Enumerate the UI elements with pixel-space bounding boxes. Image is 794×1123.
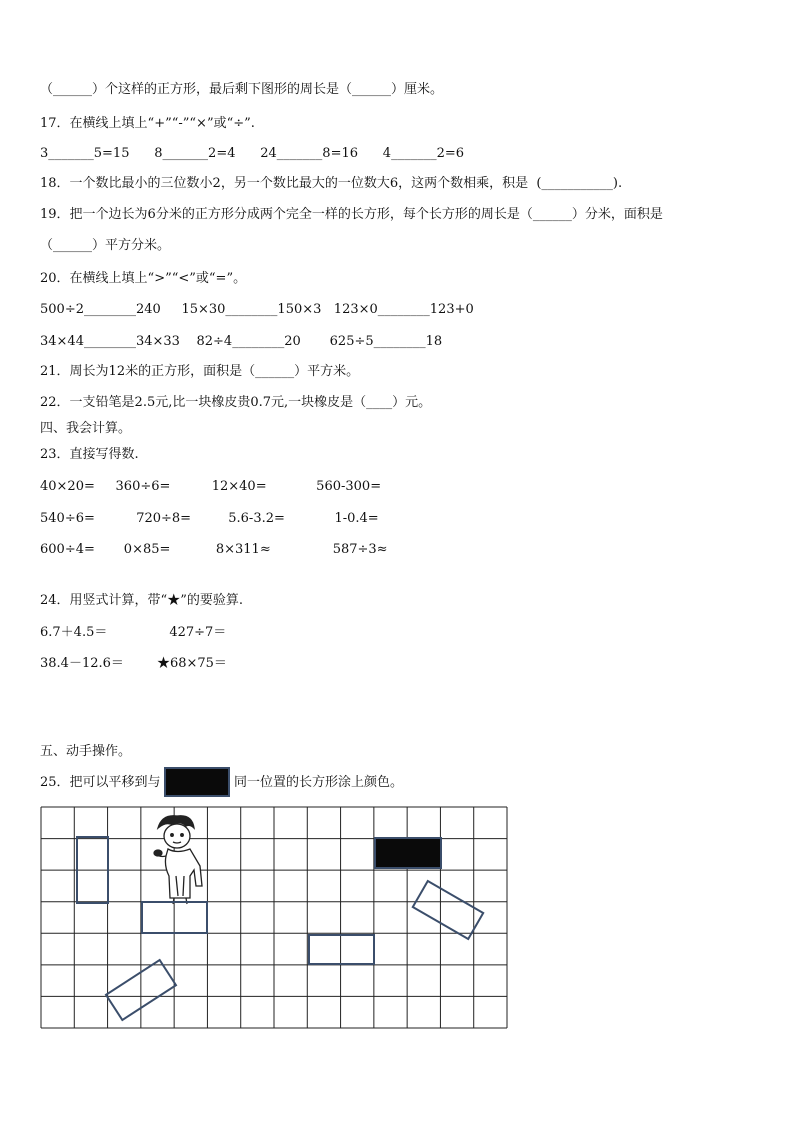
question-24-row1: 6.7＋4.5＝ 427÷7＝ (40, 625, 227, 640)
question-19-line2: （______）平方分米。 (40, 238, 171, 253)
question-20-title: 20．在横线上填上“>”“<”或“=”。 (40, 271, 247, 286)
question-20-row2: 34×44________34×33 82÷4________20 625÷5________18 (40, 334, 443, 349)
question-25-text-end: 同一位置的长方形涂上颜色。 (234, 775, 404, 790)
translation-grid (40, 806, 510, 1030)
question-25-text-start: 25．把可以平移到与 (40, 775, 161, 790)
shapes (77, 837, 483, 1020)
question-19-line1: 19．把一个边长为6分米的正方形分成两个完全一样的长方形，每个长方形的周长是（______）分米，面积是 (40, 207, 663, 222)
question-23-row2: 540÷6= 720÷8= 5.6-3.2= 1-0.4= (40, 511, 379, 526)
grid-svg (40, 806, 510, 1030)
question-17-items: 3_______5=15 8_______2=4 24_______8=16 4_______2=6 (40, 146, 465, 161)
line-q16-tail: （______）个这样的正方形，最后剩下图形的周长是（______）厘米。 (40, 82, 444, 97)
question-23-row3: 600÷4= 0×85= 8×311≈ 587÷3≈ (40, 542, 388, 557)
tilted-rectangle-right (413, 881, 483, 939)
boy-figure (154, 816, 202, 904)
question-18: 18．一个数比最小的三位数小2，另一个数比最大的一位数大6，这两个数相乘，积是 (___________). (40, 176, 623, 191)
question-20-row1: 500÷2________240 15×30________150×3 123×0________123+0 (40, 302, 474, 317)
question-23-title: 23．直接写得数. (40, 447, 139, 462)
reference-rectangle (164, 767, 230, 797)
question-17-title: 17．在横线上填上“+”“-”“×”或“÷”. (40, 116, 255, 131)
section-5-heading: 五、动手操作。 (40, 744, 132, 759)
question-23-row1: 40×20= 360÷6= 12×40= 560-300= (40, 479, 382, 494)
section-4-heading: 四、我会计算。 (40, 421, 132, 436)
question-24-title: 24．用竖式计算，带“★”的要验算. (40, 593, 243, 608)
question-21: 21．周长为12米的正方形，面积是（______）平方米。 (40, 364, 360, 379)
question-24-row2: 38.4－12.6＝ ★68×75＝ (40, 656, 227, 671)
horizontal-rectangle-middle (309, 935, 374, 964)
question-22: 22．一支铅笔是2.5元,比一块橡皮贵0.7元,一块橡皮是（____）元。 (40, 395, 432, 410)
filled-target-rectangle (375, 838, 441, 868)
